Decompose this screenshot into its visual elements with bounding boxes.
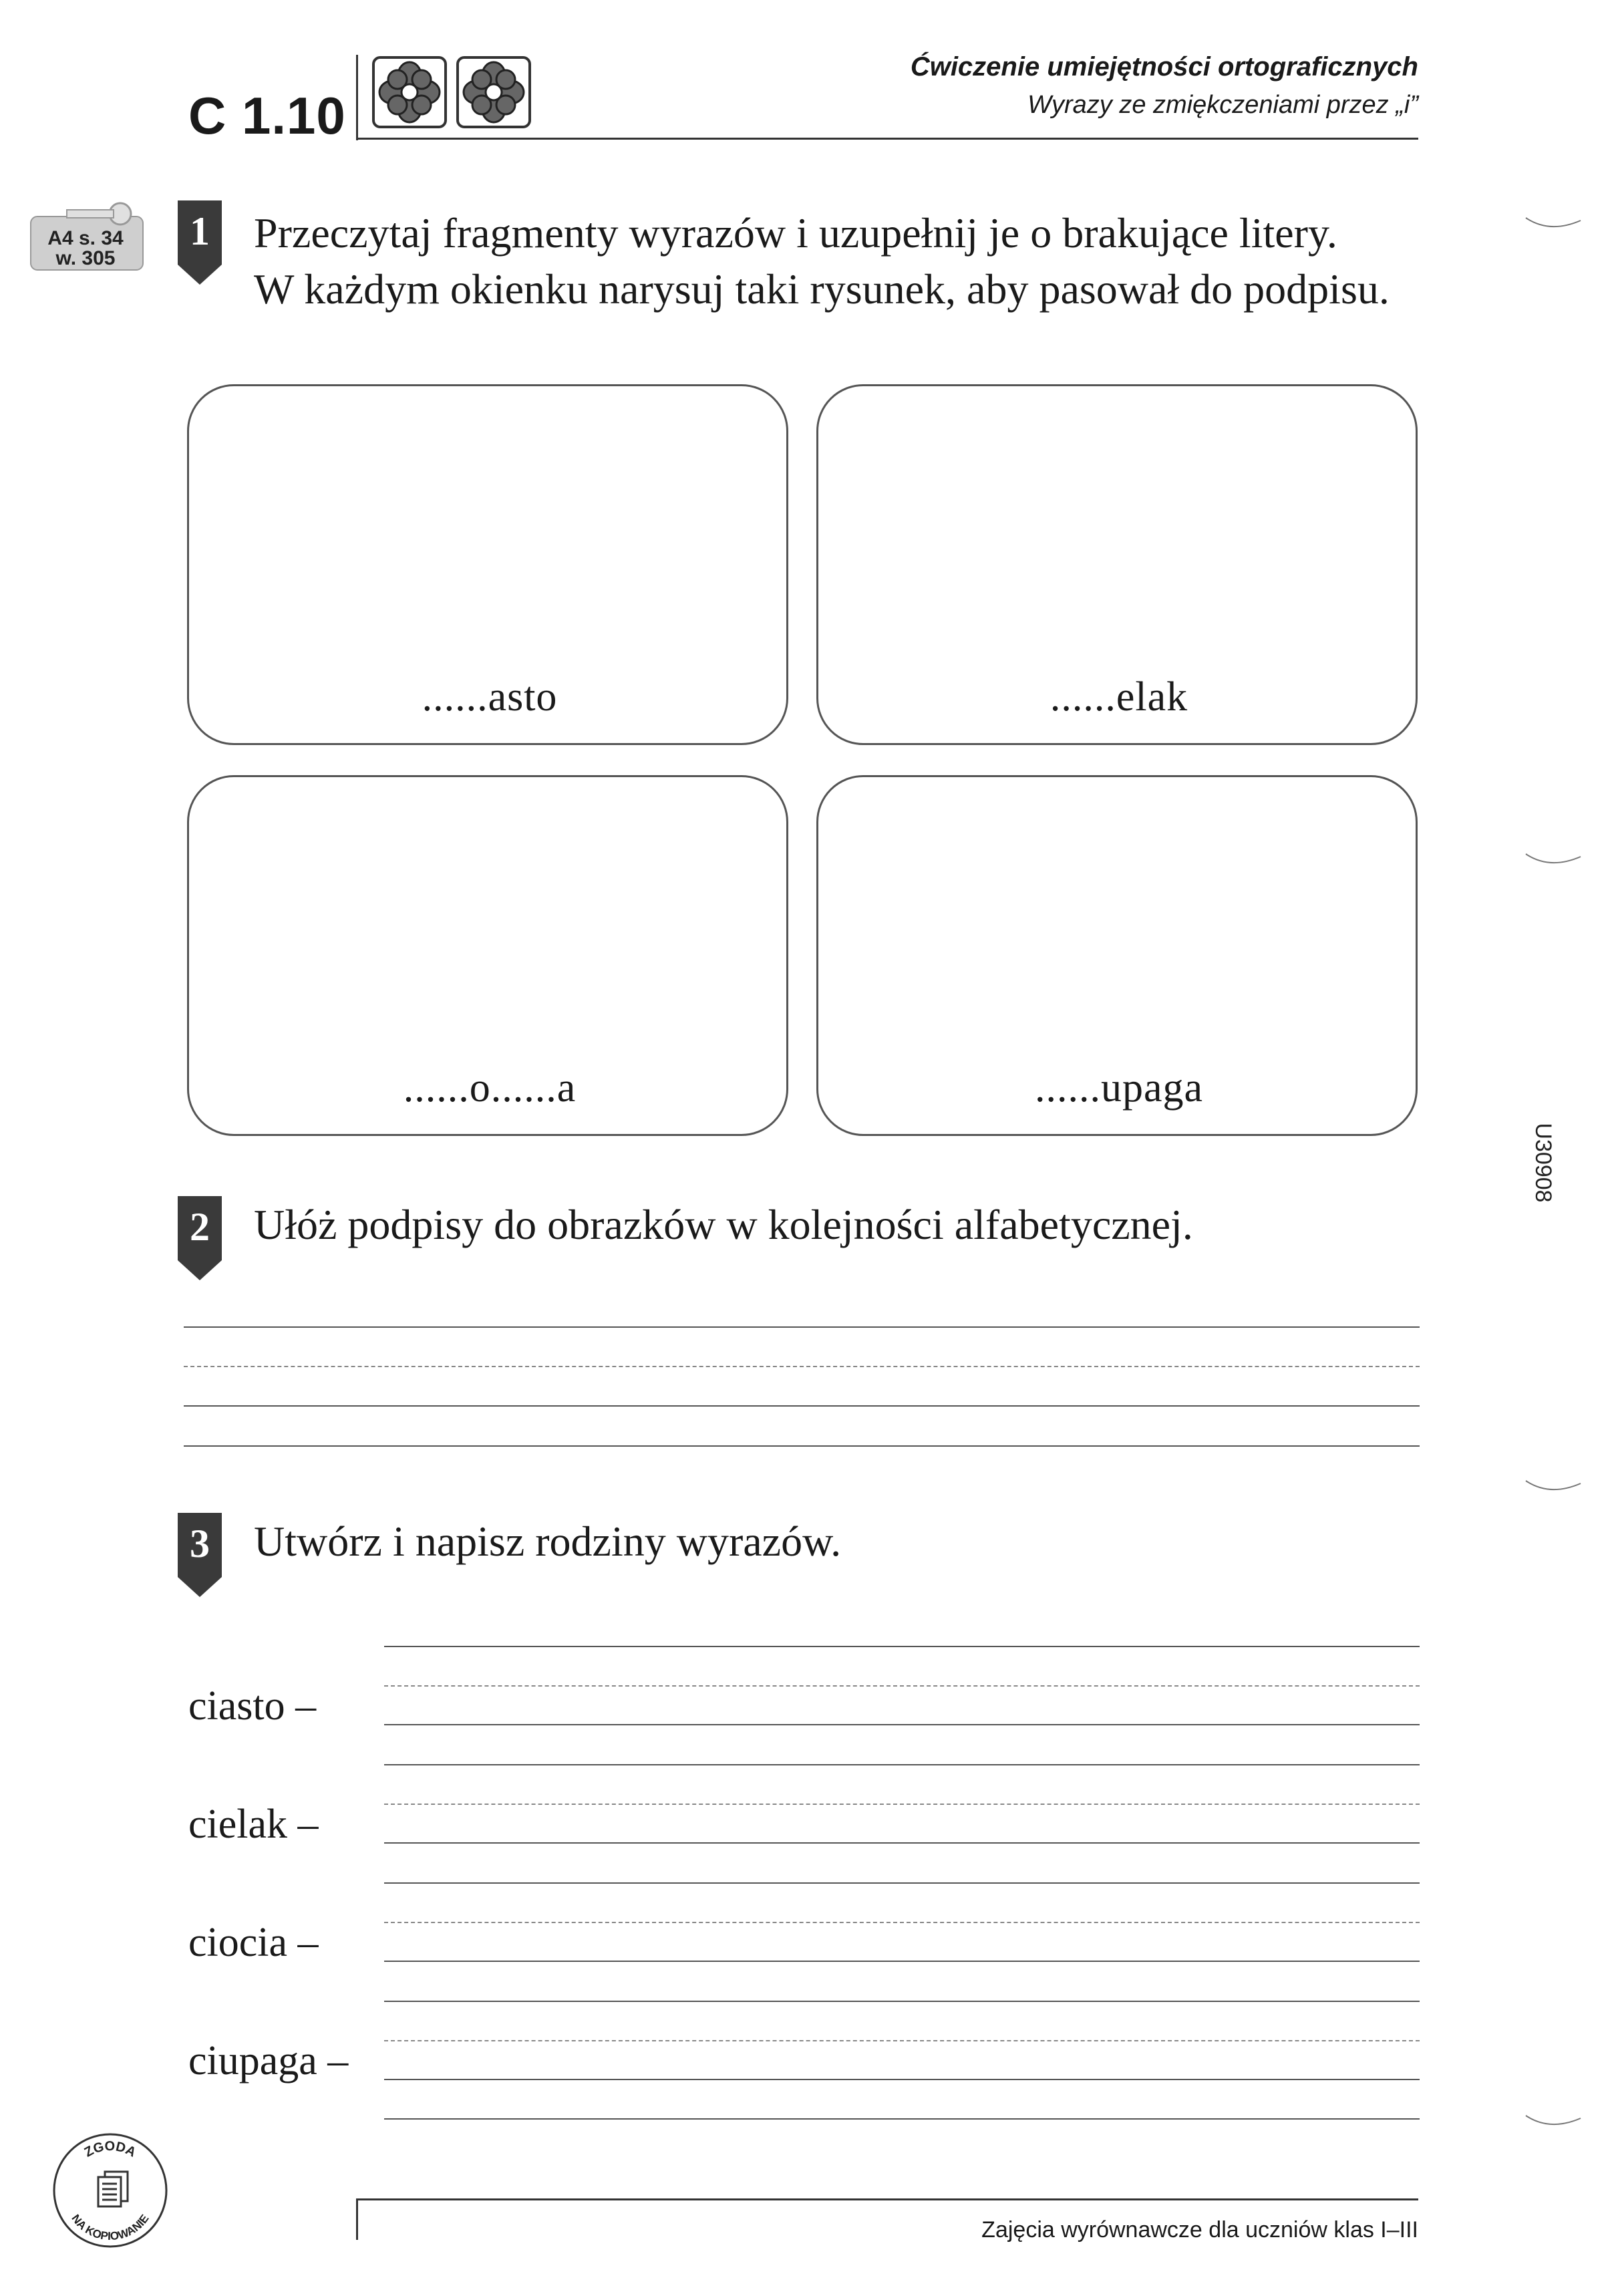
- word-family-cielak: cielak –: [188, 1802, 319, 1847]
- drawing-box-1[interactable]: [187, 384, 788, 745]
- exercise-3-instruction: Utwórz i napisz rodziny wyrazów.: [254, 1518, 842, 1565]
- stamp-bottom-text: NA KOPIOWANIE: [69, 2212, 152, 2243]
- writing-line[interactable]: [384, 2118, 1420, 2120]
- exercise-2-instruction: Ułóż podpisy do obrazków w kolejności alfabetycznej.: [254, 1201, 1193, 1248]
- exercise-1-instruction-line-2: W każdym okienku narysuj taki rysunek, aby pasował do podpisu.: [254, 265, 1390, 313]
- difficulty-flower-icon: [456, 56, 531, 128]
- writing-guide-line: [384, 2040, 1420, 2041]
- exercise-1-instruction-line-1: Przeczytaj fragmenty wyrazów i uzupełnij je o brakujące litery.: [254, 209, 1337, 257]
- writing-line[interactable]: [384, 2001, 1420, 2002]
- drawing-box-1-caption: ......asto: [422, 674, 558, 720]
- writing-line[interactable]: [384, 1646, 1420, 1647]
- punch-hole-mark-icon: [1523, 2112, 1583, 2132]
- writing-line[interactable]: [184, 1445, 1420, 1447]
- writing-guide-line: [384, 1804, 1420, 1805]
- footer-divider-horizontal: [356, 2198, 1418, 2200]
- drawing-box-3-caption: ......o......a: [403, 1065, 577, 1111]
- writing-line[interactable]: [384, 1961, 1420, 1962]
- writing-line[interactable]: [384, 1882, 1420, 1884]
- footer-divider-vertical: [356, 2198, 358, 2240]
- writing-guide-line: [384, 1685, 1420, 1687]
- header-divider-horizontal: [356, 138, 1418, 140]
- copy-permission-stamp-icon: [50, 2130, 170, 2251]
- reference-page: A4 s. 34: [47, 227, 124, 249]
- word-family-ciupaga: ciupaga –: [188, 2038, 349, 2084]
- drawing-box-2-caption: ......elak: [1050, 674, 1188, 720]
- drawing-box-4[interactable]: [816, 775, 1418, 1136]
- writing-line[interactable]: [384, 2079, 1420, 2080]
- punch-hole-mark-icon: [1523, 214, 1583, 234]
- footer-text: Zajęcia wyrównawcze dla uczniów klas I–III: [981, 2217, 1418, 2243]
- exercise-3-number: 3: [190, 1522, 210, 1566]
- exercise-2-number: 2: [190, 1205, 210, 1249]
- writing-line[interactable]: [384, 1764, 1420, 1765]
- reference-line: w. 305: [55, 247, 116, 269]
- stamp-top-text: ZGODA: [82, 2138, 139, 2160]
- worksheet-subtitle: Wyrazy ze zmiękczeniami przez „i”: [1027, 91, 1418, 119]
- writing-guide-line: [384, 1922, 1420, 1923]
- drawing-box-4-caption: ......upaga: [1034, 1065, 1204, 1111]
- punch-hole-mark-icon: [1523, 1477, 1583, 1497]
- exercise-1-number: 1: [190, 209, 210, 253]
- writing-line[interactable]: [384, 1724, 1420, 1725]
- writing-line[interactable]: [184, 1405, 1420, 1407]
- worksheet-title: Ćwiczenie umiejętności ortograficznych: [910, 52, 1418, 82]
- punch-hole-mark-icon: [1523, 850, 1583, 870]
- side-code-text: U30908: [1531, 1123, 1557, 1203]
- copy-documents-icon: [98, 2172, 128, 2206]
- side-code: [1522, 1109, 1562, 1216]
- writing-guide-line: [184, 1366, 1420, 1367]
- drawing-box-2[interactable]: [816, 384, 1418, 745]
- worksheet-code: C 1.10: [188, 86, 346, 145]
- word-family-ciocia: ciocia –: [188, 1920, 319, 1965]
- header-divider-vertical: [356, 55, 358, 140]
- writing-line[interactable]: [184, 1326, 1420, 1328]
- word-family-ciasto: ciasto –: [188, 1683, 317, 1729]
- drawing-box-3[interactable]: [187, 775, 788, 1136]
- writing-line[interactable]: [384, 1842, 1420, 1844]
- difficulty-flower-icon: [372, 56, 447, 128]
- key-reference-text: [32, 229, 139, 269]
